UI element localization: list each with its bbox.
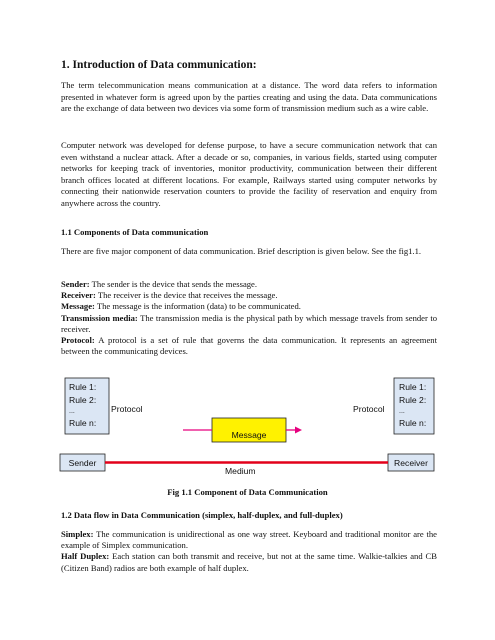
figure-caption: Fig 1.1 Component of Data Communication <box>167 487 328 497</box>
message-arrow-head <box>295 427 302 434</box>
figure-data-communication <box>55 374 440 479</box>
definition: The transmission media is the physical path by which message travels from sender to receiver. <box>61 312 437 334</box>
definition: The message is the information (data) to be communicated. <box>94 301 301 312</box>
definition: The communication is unidirectional as one way street. Keyboard and traditional monitor are the example of Simplex communication. <box>61 529 437 551</box>
components-list <box>61 279 437 357</box>
rule-item: Rule 2: <box>399 395 427 405</box>
definition: The sender is the device that sends the message. <box>89 279 258 289</box>
dataflow-item-simplex <box>61 529 437 551</box>
component-item-message <box>61 301 437 312</box>
component-item-sender <box>61 279 437 290</box>
term: Sender: <box>61 279 90 289</box>
term: Message: <box>61 301 95 312</box>
component-item-protocol <box>61 335 437 357</box>
components-heading: 1.1 Components of Data communication <box>61 227 209 237</box>
dataflow-item-half-duplex <box>61 551 437 573</box>
section-title: 1. Introduction of Data communication: <box>61 59 257 71</box>
sender-label: Sender <box>68 458 97 468</box>
term: Receiver: <box>61 290 96 301</box>
rules-list-right <box>399 382 426 428</box>
network-history-paragraph: Computer network was developed for defense purpose, to have a secure communication network that can even withstand a nuclear attack. After a decade or so, companies, in various fields, started using computer networks for keeping track of inventories, monitor productivity, communication between their different branch offices located at different locations. For example, Railways started using computer networks by connecting their nationwide reservation counters to provide the facility of reservation and enquiry from anywhere across the country. <box>61 140 437 208</box>
dataflow-list <box>61 529 437 574</box>
rule-item: Rule 1: <box>399 382 427 392</box>
term: Half Duplex: <box>61 551 110 562</box>
rule-item: ... <box>399 408 405 415</box>
message-label: Message <box>231 430 267 440</box>
term: Simplex: <box>61 529 94 539</box>
protocol-label-left: Protocol <box>111 404 143 414</box>
term: Transmission media: <box>61 312 138 323</box>
components-intro: There are five major component of data communication. Brief description is given below. See the fig1.1. <box>61 246 422 256</box>
term: Protocol: <box>61 335 95 346</box>
definition: The receiver is the device that receives the message. <box>95 290 278 301</box>
definition: Each station can both transmit and receive, but not at the same time. Walkie-talkies and CB (Citizen Band) radios are both example of half duplex. <box>61 551 437 573</box>
figure-graphics <box>55 374 440 479</box>
definition: A protocol is a set of rule that governs the data communication. It represents an agreement between the communicating devices. <box>61 335 437 357</box>
component-item-transmission-media <box>61 313 437 335</box>
intro-paragraph: The term telecommunication means communication at a distance. The word data refers to information presented in whatever form is agreed upon by the parties creating and using the data. Data communications are the exchange of data between two devices via some form of transmission medium such as a wire cable. <box>61 80 437 114</box>
medium-label: Medium <box>225 466 256 476</box>
rule-item: Rule 2: <box>69 395 97 405</box>
rules-list-left <box>69 382 96 428</box>
protocol-label-right: Protocol <box>353 404 385 414</box>
component-item-receiver <box>61 290 437 301</box>
rule-item: ... <box>69 408 75 415</box>
rule-item: Rule n: <box>69 418 97 428</box>
receiver-label: Receiver <box>394 458 428 468</box>
rule-item: Rule 1: <box>69 382 97 392</box>
dataflow-heading: 1.2 Data flow in Data Communication (simplex, half-duplex, and full-duplex) <box>61 510 343 520</box>
rule-item: Rule n: <box>399 418 427 428</box>
